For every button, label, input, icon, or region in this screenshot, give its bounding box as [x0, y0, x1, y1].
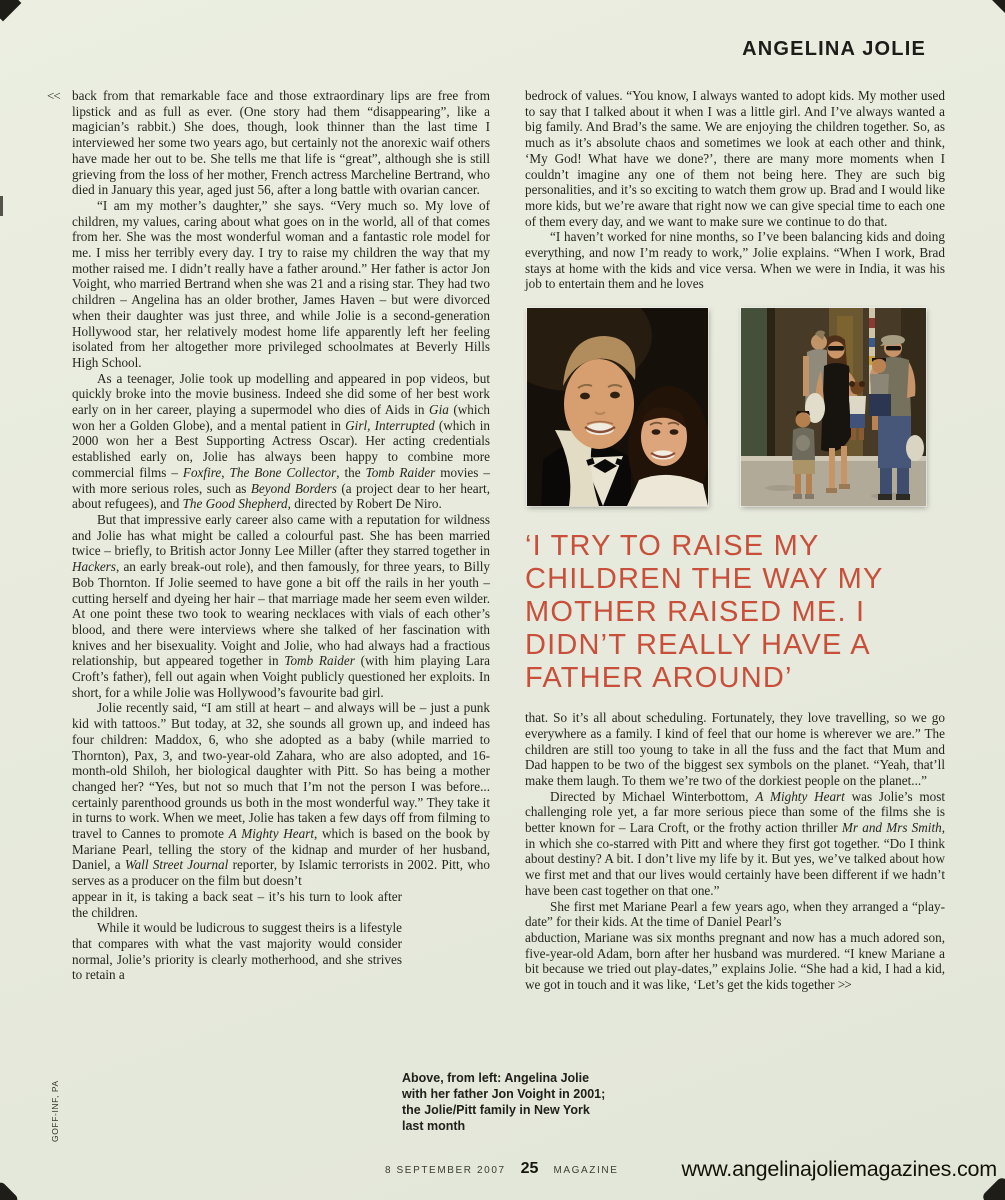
folio: [385, 1160, 618, 1178]
page-footer: [0, 1154, 1005, 1186]
article-paragraph: Jolie recently said, “I am still at heart – and always will be – just a punk kid with tattoos.” But today, at 32, she sounds all grown up, and indeed has four children: Maddox, 6, who she adopted as a baby (while married to Thornton), Pax, 3, and two-year-old Zahara, who are also adopted, and 16-month-old Shiloh, her biological daughter with Pitt. So has being a mother changed her? “Yes, but not so much that I’m not the person I was before... certainly parenthood grounds us both in the most wonderful way.” They take it in turns to work. When we meet, Jolie has taken a few days off from filming to travel to Cannes to promote A Mighty Heart, which is based on the book by Mariane Pearl, telling the story of the kidnap and murder of her husband, Daniel, a Wall Street Journal reporter, by Islamic terrorists in 2002. Pitt, who serves as a producer on the film but doesn’t: [72, 700, 491, 889]
magazine-label: MAGAZINE: [553, 1165, 619, 1176]
article-paragraph: As a teenager, Jolie took up modelling and appeared in pop videos, but quickly broke into the movie business. Indeed she did some of her best work early on in her career, playing a supermodel who dies of Aids in Gia (which won her a Golden Globe), and a mental patient in Girl, Interrupted (which in 2000 won her a Best Supporting Actress Oscar). Her acting credentials established early on, Jolie has always been happy to combine more commercial films – Foxfire, The Bone Collector, the Tomb Raider movies – with more serious roles, such as Beyond Borders (a project dear to her heart, about refugees), and The Good Shepherd, directed by Robert De Niro.: [72, 370, 490, 512]
continued-from-marker: <<: [47, 88, 60, 103]
photo-jolie-with-jon-voight: [527, 308, 708, 506]
article-paragraph: Directed by Michael Winterbottom, A Mighty Heart was Jolie’s most challenging role yet, a far more serious piece than some of the films she is better known for – Lara Croft, or the frothy action thriller Mr and Mrs Smith, in which she co-starred with Pitt and where they first got together. “Do I think about destiny? A bit. I don’t live my life by it. But yes, we’ve talked about how we first met and that our lives would certainly have been different if we hadn’t have been cast together on that one.”: [525, 788, 946, 898]
photo-caption: Above, from left: Angelina Jolie with her father Jon Voight in 2001; the Jolie/Pitt family in New York last month: [402, 1071, 606, 1133]
article-paragraph: [525, 930, 945, 993]
article-paragraph: [47, 88, 490, 198]
website-url: www.angelinajoliemagazines.com: [681, 1157, 997, 1181]
article-paragraph: While it would be ludicrous to suggest theirs is a lifestyle that compares with what the vast majority would consider normal, Jolie’s priority is clearly motherhood, and she strives to retain a: [72, 920, 402, 983]
pull-quote: ‘I TRY TO RAISE MY CHILDREN THE WAY MY MOTHER RAISED ME. I DIDN’T REALLY HAVE A FATHER AROUND’: [525, 530, 883, 695]
continued-to-marker: >>: [837, 977, 851, 993]
scan-artifact-top-right: [990, 0, 1005, 15]
article-paragraph: bedrock of values. “You know, I always wanted to adopt kids. My mother used to say that I talked about it when I was a little girl. And I’ve always wanted a big family. And Brad’s the same. We are enjoying the children together. So, as much as it’s absolute chaos and sometimes we look at each other and think, ‘My God! What have we done?’, there are many more moments when I couldn’t imagine any one of them not being here. They are such big personalities, and it’s so exciting to watch them grow up. Brad and I would like more kids, but we’re aware that right now we can give special time to each one of them every day, and we want to make sure we continue to do that.: [525, 88, 945, 229]
paragraph-text: back from that remarkable face and those extraordinary lips are free from lipstick and as full as ever. (One story had them “disappearing”, like a magician’s rabbit.) She does, though, look thinner than the last time I interviewed her some two years ago, but certainly not the anorexic waif others have made her out to be. She tells me that life is “great”, although she is still grieving from the loss of her mother, French actress Marcheline Bertrand, who died in January this year, aged just 56, after a long battle with ovarian cancer.: [72, 88, 490, 198]
right-column: [525, 88, 945, 993]
photo-jolie-pitt-family: [741, 308, 926, 506]
issue-date: 8 SEPTEMBER 2007: [385, 1165, 506, 1176]
article-body: [47, 88, 946, 993]
article-paragraph: appear in it, is taking a back seat – it’s his turn to look after the children.: [72, 888, 402, 920]
photo-row: [527, 308, 945, 506]
page-number: 25: [520, 1160, 539, 1177]
left-column-narrow-end: [72, 889, 402, 983]
article-paragraph: But that impressive early career also came with a reputation for wildness and Jolie has what might be called a colourful past. She has been married twice – briefly, to British actor Jonny Lee Miller (after they starred together in Hackers, an early break-out role), and then famously, for three years, to Billy Bob Thornton. If Jolie seemed to have gone a bit off the rails in her youth – cutting herself and dyeing her hair – that marriage made her seem even wilder. At one point these two took to wearing necklaces with vials of each other’s blood, and there were interviews where she talked of her fascination with knives and her bisexuality. Voight and Jolie, who had always had a fractious relationship, but appeared together in Tomb Raider (with him playing Lara Croft’s father), fell out again when Voight publicly questioned her exploits. In short, for a while Jolie was Hollywood’s favourite bad girl.: [72, 511, 490, 700]
scan-artifact-top-left: [0, 0, 21, 21]
photo-credit: GOFF-INF, PA: [50, 1080, 60, 1142]
left-column: [47, 88, 491, 993]
article-paragraph: “I haven’t worked for nine months, so I’ve been balancing kids and doing everything, and now I’m ready to work,” Jolie explains. “When I work, Brad stays at home with the kids and vice versa. When we were in India, it was his job to entertain them and he loves: [525, 229, 945, 292]
paragraph-text: abduction, Mariane was six months pregnant and now has a much adored son, five-year-old Adam, born after her husband was murdered. “I knew Mariane a bit because we tried out play-dates,” explains Jolie. “She had a kid, I had a kid, we got in touch and it was like, ‘Let’s get the kids together: [525, 929, 945, 993]
section-title: ANGELINA JOLIE: [742, 38, 926, 60]
article-paragraph: “I am my mother’s daughter,” she says. “Very much so. My love of children, my values, caring about what goes on in the world, all of that comes from her. She was the most wonderful woman and a fantastic role model for me. I miss her terribly every day. I try to raise my children the way that my mother raised me. I didn’t really have a father around.” Her father is actor Jon Voight, who married Bertrand when she was 21 and a rising star. They had two children – Angelina has an older brother, James Haven – but were divorced when their daughter was just three, and while Jolie is a second-generation Hollywood star, her relatively modest home life apparently left her feeling isolated from her altogether more privileged schoolmates at Beverly Hills High School.: [72, 197, 490, 370]
article-paragraph: that. So it’s all about scheduling. Fortunately, they love travelling, so we go everywhere as a family. I kind of feel that our home is wherever we are.” The children are still too young to take in all the fuss and the fact that Mum and Dad happen to be two of the biggest sex symbols on the planet. “Yeah, that’ll make them laugh. To them we’re two of the dorkiest people on the planet...”: [525, 710, 945, 788]
scan-artifact-left-edge: [0, 196, 3, 216]
article-paragraph: She first met Mariane Pearl a few years ago, when they arranged a “play-date” for their kids. At the time of Daniel Pearl’s: [525, 898, 945, 930]
